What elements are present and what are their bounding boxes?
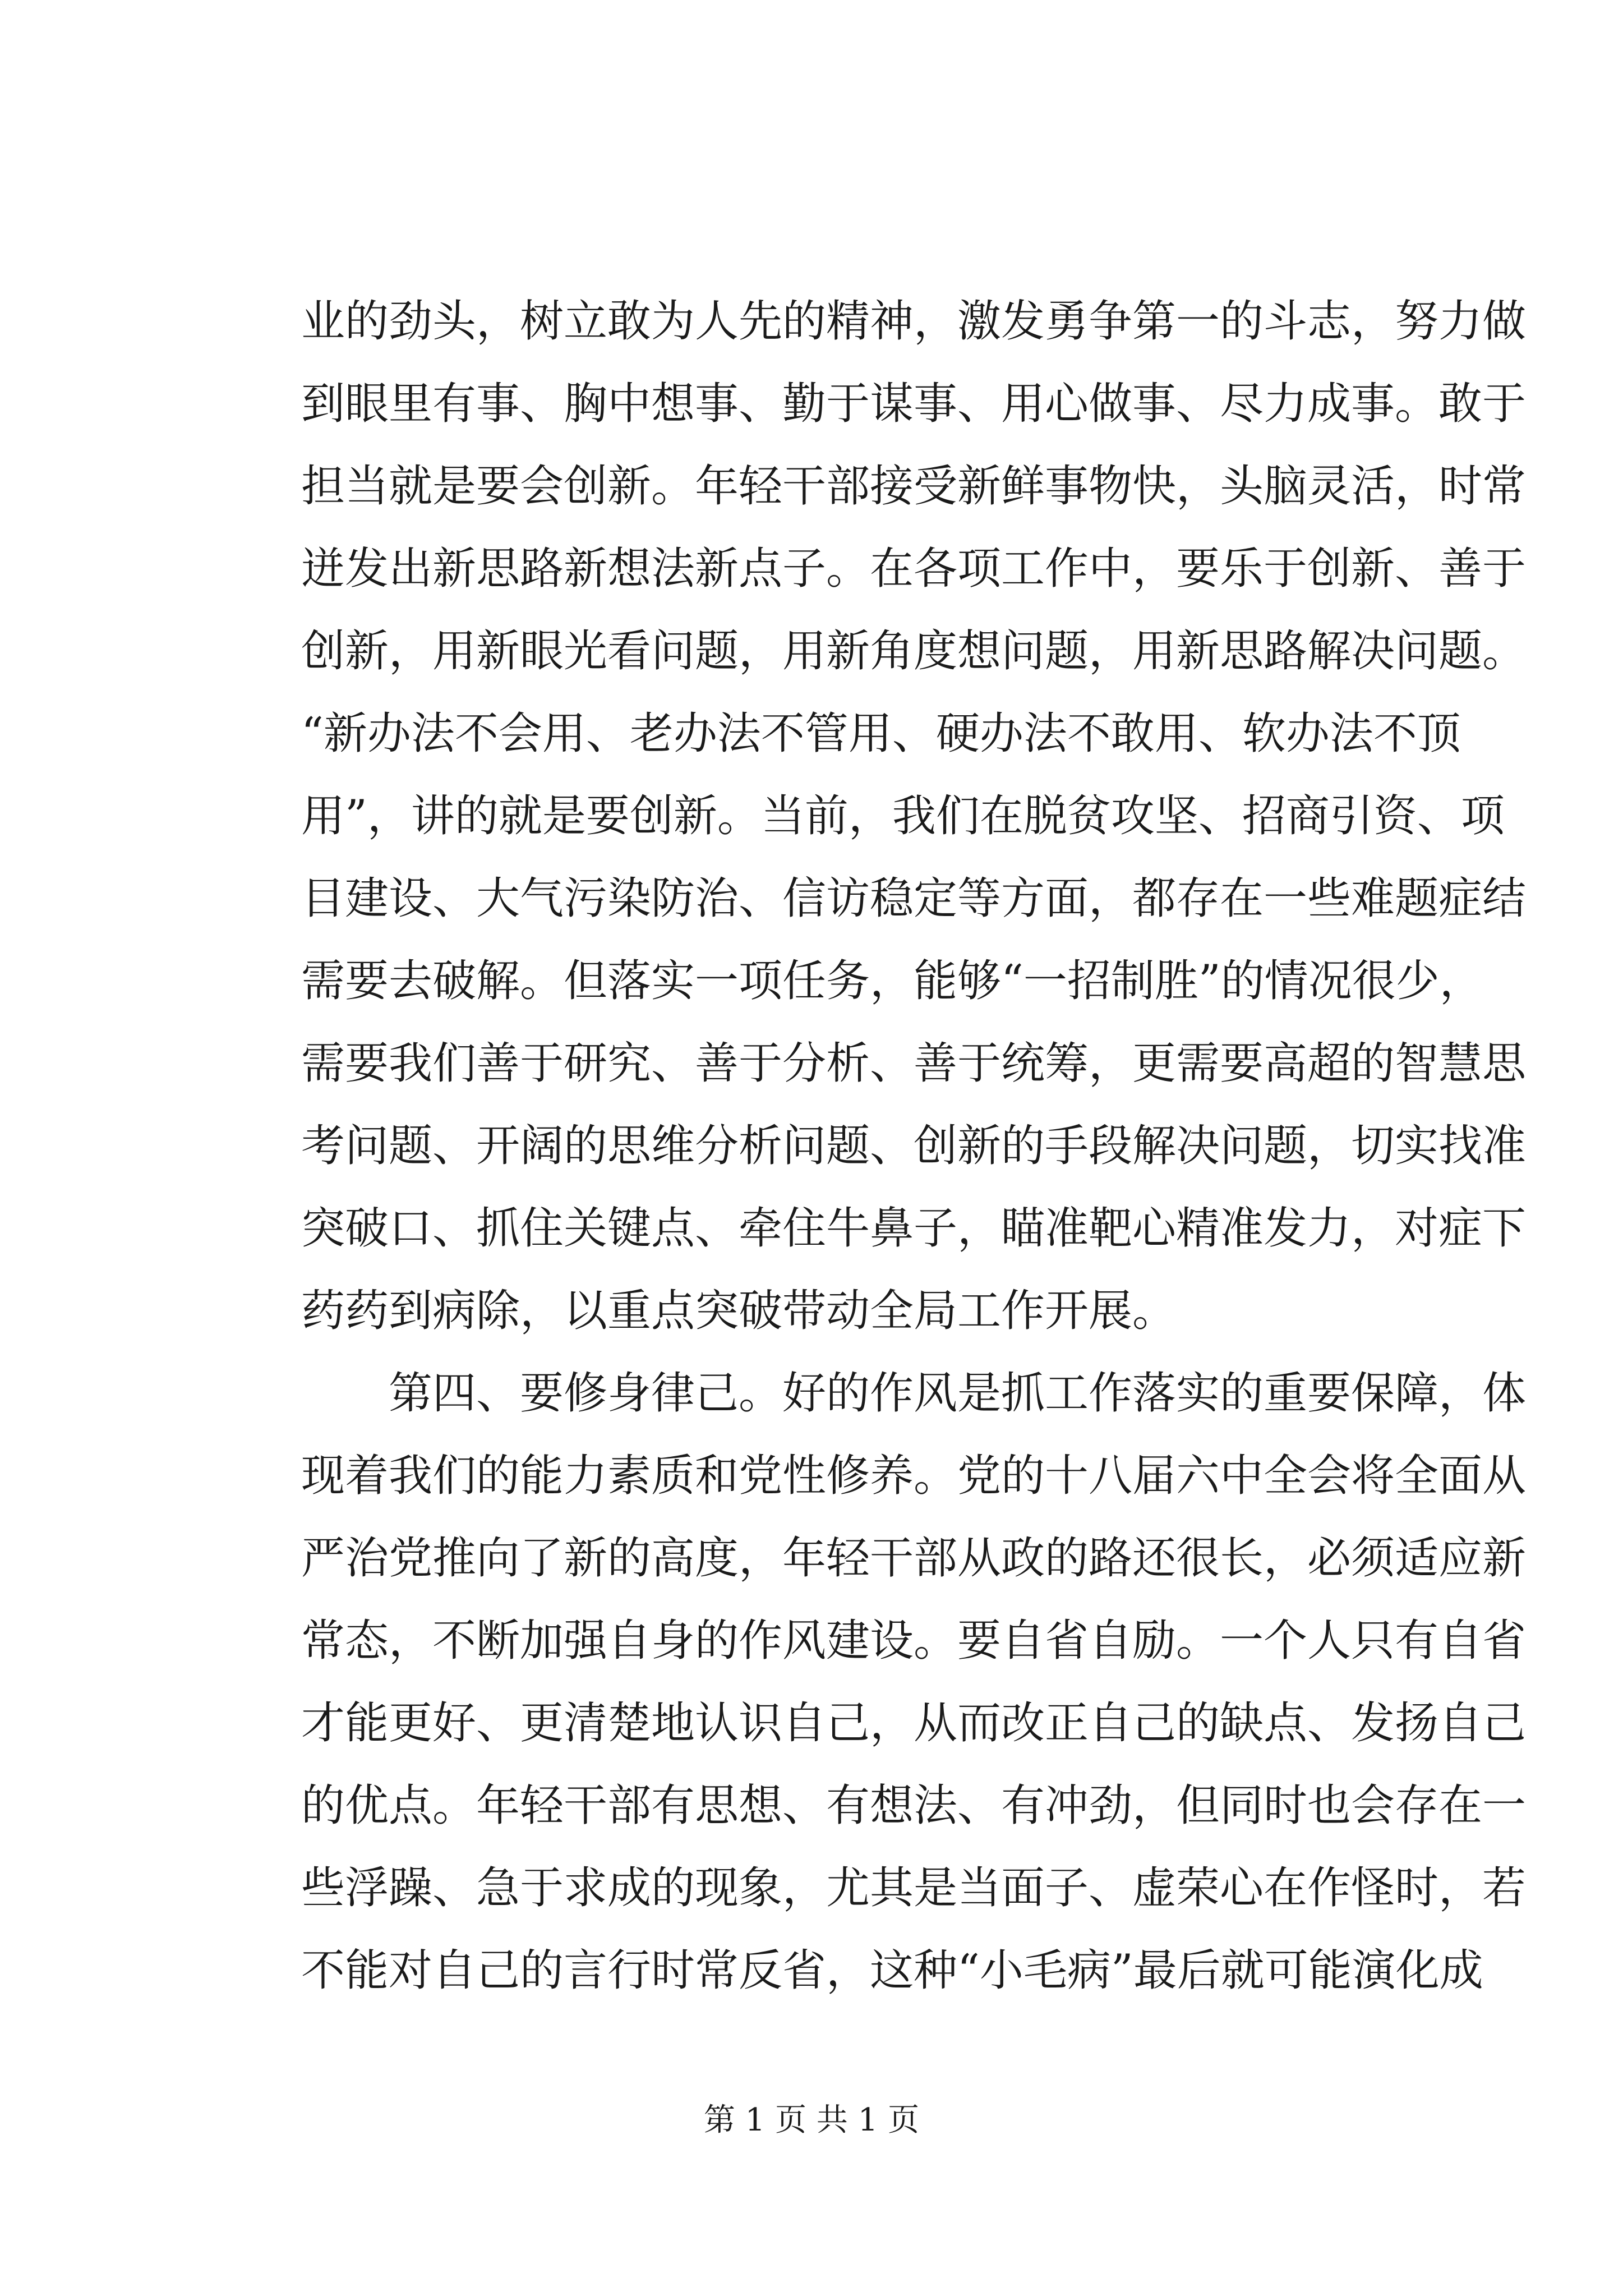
text-line: 些浮躁、急于求成的现象，尤其是当面子、虚荣心在作怪时，若	[301, 1863, 1527, 1913]
text-line: 需要去破解。但落实一项任务，能够“一招制胜”的情况很少，	[301, 956, 1483, 1006]
text-line: 业的劲头，树立敢为人先的精神，激发勇争第一的斗志，努力做	[301, 296, 1527, 347]
text-line: 药药到病除，以重点突破带动全局工作开展。	[301, 1286, 1177, 1336]
document-body	[301, 280, 1527, 2012]
text-line: “新办法不会用、老办法不管用、硬办法不敢用、软办法不顶	[301, 708, 1461, 759]
text-line: 创新，用新眼光看问题，用新角度想问题，用新思路解决问题。	[301, 626, 1527, 677]
text-line: 严治党推向了新的高度，年轻干部从政的路还很长，必须适应新	[301, 1533, 1527, 1584]
text-line: 常态，不断加强自身的作风建设。要自省自励。一个人只有自省	[301, 1616, 1527, 1666]
text-line: 现着我们的能力素质和党性修养。党的十八届六中全会将全面从	[301, 1451, 1527, 1501]
paragraph-first-line: 第四、要修身律己。好的作风是抓工作落实的重要保障，体	[389, 1368, 1527, 1419]
text-line: 才能更好、更清楚地认识自己，从而改正自己的缺点、发扬自己	[301, 1698, 1527, 1749]
text-line: 目建设、大气污染防治、信访稳定等方面，都存在一些难题症结	[301, 873, 1527, 924]
text-line: 需要我们善于研究、善于分析、善于统筹，更需要高超的智慧思	[301, 1038, 1527, 1089]
text-line: 迸发出新思路新想法新点子。在各项工作中，要乐于创新、善于	[301, 544, 1527, 594]
page-footer	[0, 2101, 1623, 2140]
text-line: 到眼里有事、胸中想事、勤于谋事、用心做事、尽力成事。敢于	[301, 379, 1527, 429]
page-number-label: 第 1 页 共 1 页	[703, 2102, 920, 2138]
text-line: 用”，讲的就是要创新。当前，我们在脱贫攻坚、招商引资、项	[301, 791, 1505, 841]
text-line: 不能对自己的言行时常反省，这种“小毛病”最后就可能演化成	[301, 1945, 1483, 1996]
text-line: 担当就是要会创新。年轻干部接受新鲜事物快，头脑灵活，时常	[301, 461, 1527, 512]
text-line: 考问题、开阔的思维分析问题、创新的手段解决问题，切实找准	[301, 1121, 1527, 1171]
text-line: 的优点。年轻干部有思想、有想法、有冲劲，但同时也会存在一	[301, 1780, 1527, 1831]
text-line: 突破口、抓住关键点、牵住牛鼻子，瞄准靶心精准发力，对症下	[301, 1203, 1527, 1254]
